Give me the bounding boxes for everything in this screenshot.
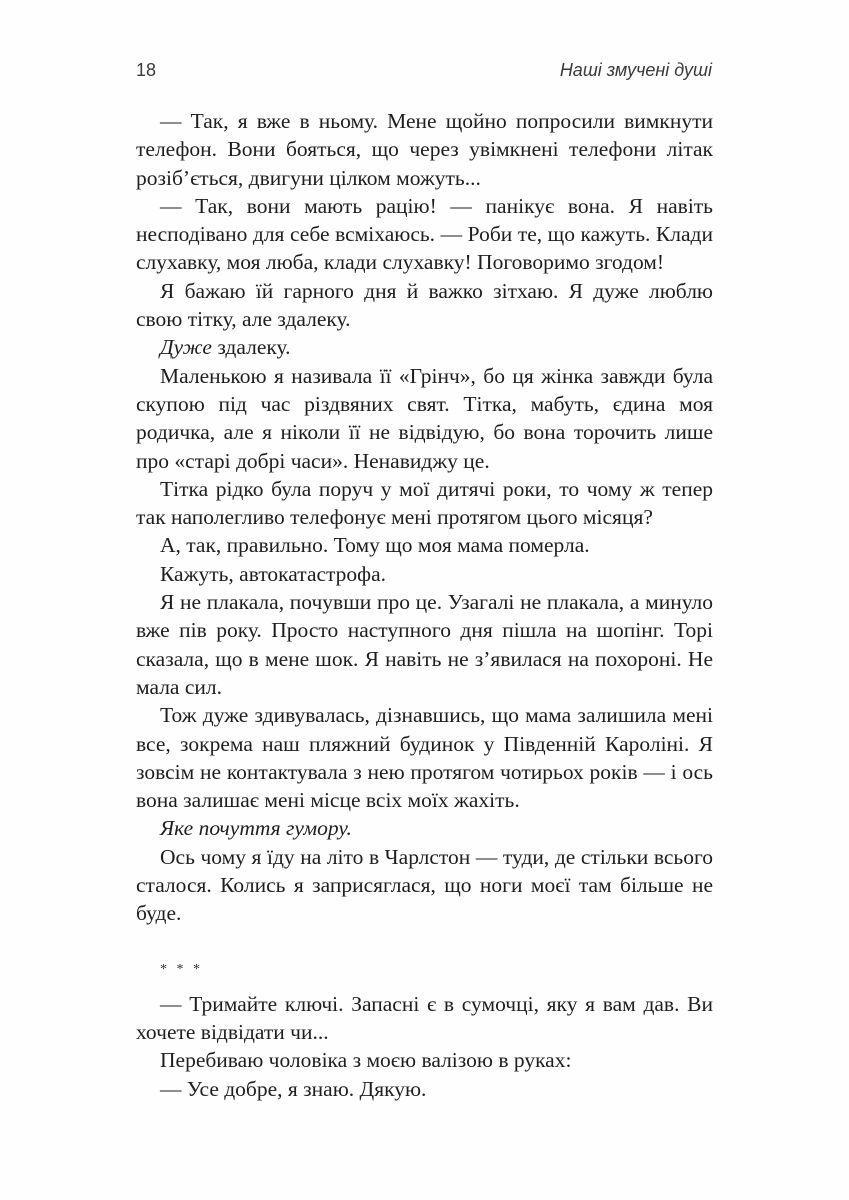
paragraph: Тож дуже здивувалась, дізнавшись, що мама залишила мені все, зокрема наш пляжний будинок у Південній Кароліні. Я зовсім не контактувала з нею протягом чотирьох років — і ось вона залишає мені місце всіх моїх жахіть. — [136, 703, 713, 813]
page-number: 18 — [136, 60, 157, 80]
paragraph: Перебиваю чоловіка з моєю валізою в руках: — [160, 1048, 572, 1073]
paragraph-rest: здалеку. — [211, 335, 291, 360]
running-header — [136, 60, 712, 84]
paragraph: — Усе добре, я знаю. Дякую. — [160, 1076, 427, 1101]
body-text — [136, 107, 713, 1103]
paragraph: А, так, правильно. Тому що моя мама померла. — [160, 533, 590, 558]
paragraph: — Тримайте ключі. Запасні є в сумочці, яку я вам дав. Ви хочете відвідати чи... — [136, 991, 713, 1044]
emphasis: Яке почуття гумору. — [160, 816, 352, 841]
paragraph: Тітка рідко була поруч у мої дитячі роки, то чому ж тепер так наполегливо телефонує мені протягом цього місяця? — [136, 476, 713, 530]
section-break: * * * — [160, 961, 203, 977]
paragraph: Я бажаю їй гарного дня й важко зітхаю. Я дуже люблю свою тітку, але здалеку. — [136, 278, 713, 332]
emphasis: Дуже — [160, 335, 212, 360]
paragraph: Я не плакала, почувши про це. Узагалі не плакала, а минуло вже пів року. Просто наступного дня пішла на шопінг. Торі сказала, що в мене шок. Я навіть не з’явилася на похороні. Не мала сил. — [136, 590, 713, 699]
paragraph: — Так, я вже в ньому. Мене щойно попросили вимкнути телефон. Вони бояться, що через увімкнені телефони літак розіб’ється, двигуни цілком можуть... — [136, 109, 713, 190]
paragraph — [136, 333, 713, 361]
paragraph: — Так, вони мають рацію! — панікує вона. Я навіть несподівано для себе всміхаюсь. — Роби те, що кажуть. Клади слухавку, моя люба, клади слухавку! Поговоримо згодом! — [136, 193, 713, 275]
paragraph: Кажуть, автокатастрофа. — [160, 561, 387, 586]
book-title: Наші змучені душі — [559, 60, 712, 80]
paragraph: Ось чому я їду на літо в Чарлстон — туди, де стільки всього сталося. Колись я заприсяглася, що ноги моєї там більше не буде. — [136, 844, 713, 926]
paragraph: Маленькою я називала її «Грінч», бо ця жінка завжди була скупою під час різдвяних свят. Тітка, мабуть, єдина моя родичка, але я ніколи її не відвідую, бо вона торочить лише про «старі добрі часи». Ненавиджу це. — [136, 363, 713, 473]
paragraph — [136, 814, 713, 842]
